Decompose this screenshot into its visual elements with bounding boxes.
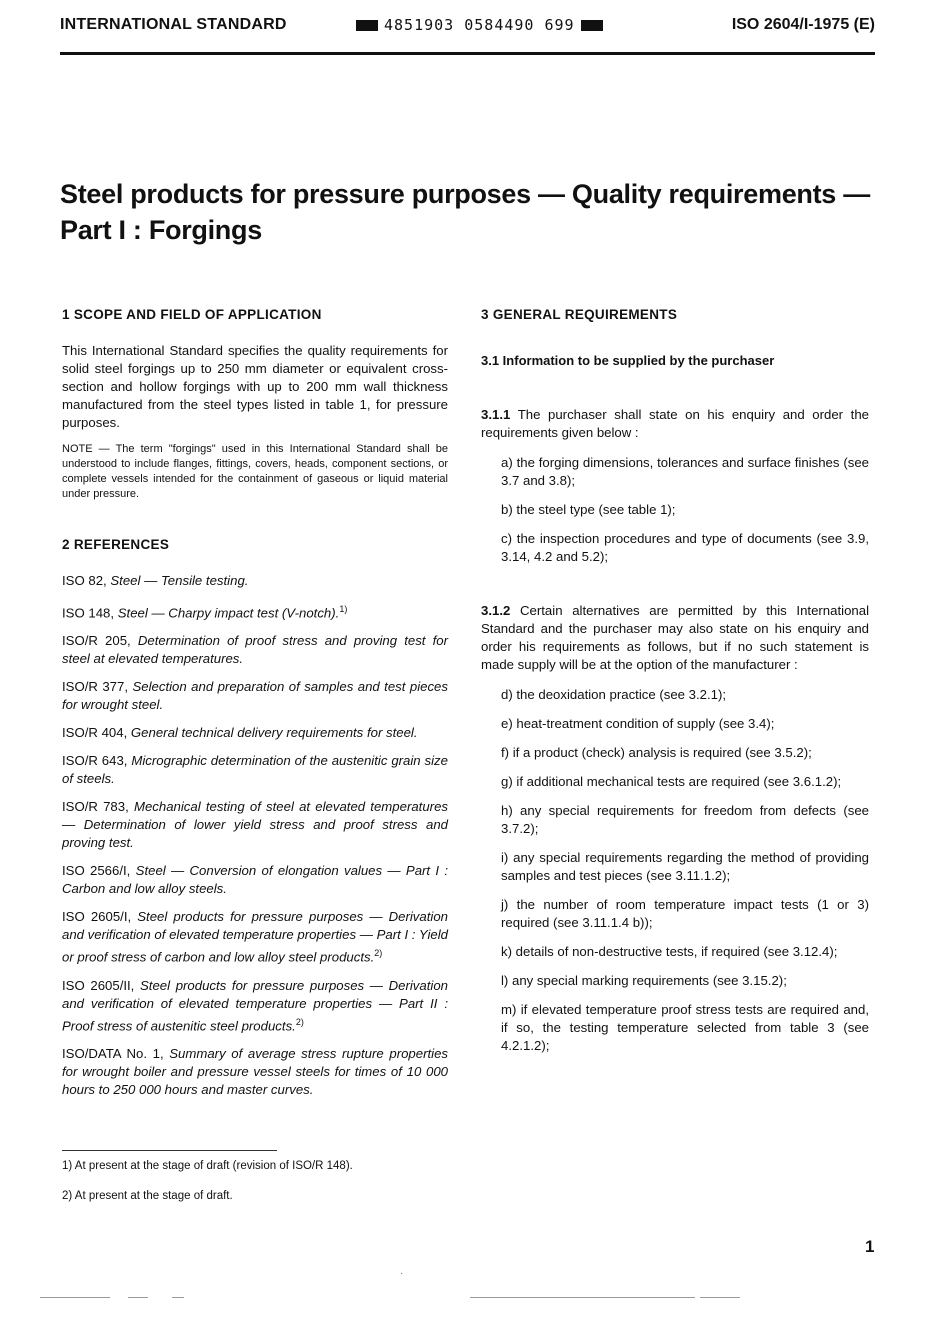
scan-dash: [172, 1297, 184, 1298]
footnote-2: 2) At present at the stage of draft.: [62, 1190, 233, 1202]
optional-items-list: [481, 686, 869, 1055]
reference-item: [62, 1045, 448, 1099]
right-column: [481, 306, 869, 1066]
page-number: 1: [865, 1237, 875, 1256]
footnote-marker: 2): [295, 1016, 304, 1027]
reference-code: ISO/R 205,: [62, 633, 131, 649]
reference-title: Determination of proof stress and proving test for steel at elevated temperatures.: [62, 633, 448, 667]
footnote-marker: 1): [339, 604, 348, 614]
clause-3-1-1-text: The purchaser shall state on his enquiry and order the requirements given below :: [481, 407, 869, 440]
header-code: [350, 16, 609, 34]
reference-code: ISO 2605/I,: [62, 909, 132, 925]
page-header: [60, 12, 875, 40]
scan-dash: [470, 1297, 695, 1298]
header-standard-label: INTERNATIONAL STANDARD: [60, 16, 287, 33]
reference-item: [62, 908, 448, 966]
section-1-heading: 1 SCOPE AND FIELD OF APPLICATION: [62, 307, 322, 322]
reference-item: [62, 752, 448, 788]
left-column: [62, 306, 448, 1109]
reference-item: [62, 632, 448, 668]
page-title: [60, 176, 890, 248]
scan-dash: [128, 1297, 148, 1298]
title-line-1: Steel products for pressure purposes — Quality requirements —: [60, 179, 870, 209]
header-code-text: 4851903 0584490 699: [384, 16, 575, 34]
reference-item: [62, 798, 448, 852]
reference-title: Steel products for pressure purposes — Derivation and verification of elevated temperature properties — Part I : Yield or proof stress of carbon and low alloy steel products.: [62, 909, 448, 965]
footnote-marker: 2): [374, 948, 383, 959]
header-rule: [60, 52, 875, 55]
reference-title: Mechanical testing of steel at elevated temperatures — Determination of lower yield stress and proof stress and proving test.: [62, 799, 448, 851]
reference-item: [62, 977, 448, 1035]
reference-code: ISO 2566/I,: [62, 863, 131, 879]
section-2-heading: 2 REFERENCES: [62, 537, 170, 552]
reference-title: Micrographic determination of the austenitic grain size of steels.: [62, 753, 448, 787]
list-item: a) the forging dimensions, tolerances and surface finishes (see 3.7 and 3.8);: [501, 455, 869, 488]
reference-item: [62, 678, 448, 714]
reference-code: ISO/R 404,: [62, 725, 128, 741]
reference-code: ISO 82,: [62, 573, 107, 588]
clause-3-1-1: [481, 406, 869, 442]
scan-speck: ·: [400, 1268, 404, 1279]
reference-code: ISO/DATA No. 1,: [62, 1046, 164, 1062]
list-item: j) the number of room temperature impact tests (1 or 3) required (see 3.11.1.4 b));: [501, 897, 869, 930]
list-item: f) if a product (check) analysis is required (see 3.5.2);: [501, 745, 812, 760]
footnote-rule: [62, 1150, 277, 1151]
reference-item: [62, 724, 448, 742]
list-item: c) the inspection procedures and type of documents (see 3.9, 3.14, 4.2 and 5.2);: [501, 531, 869, 564]
reference-code: ISO 2605/II,: [62, 977, 135, 993]
reference-item: [62, 862, 448, 898]
list-item: i) any special requirements regarding the method of providing samples and test pieces (see 3.11.1.2);: [501, 850, 869, 883]
list-item: d) the deoxidation practice (see 3.2.1);: [501, 687, 727, 702]
reference-item: [62, 600, 448, 622]
reference-code: ISO/R 783,: [62, 799, 129, 815]
reference-code: ISO/R 643,: [62, 753, 128, 769]
clause-3-1-2: [481, 602, 869, 674]
reference-code: ISO 148,: [62, 605, 115, 621]
list-item: m) if elevated temperature proof stress tests are required and, if so, the testing temperature selected from table 3 (see 4.2.1.2);: [501, 1002, 869, 1053]
list-item: h) any special requirements for freedom from defects (see 3.7.2);: [501, 803, 869, 836]
reference-code: ISO/R 377,: [62, 679, 129, 695]
black-bar-left: [356, 20, 378, 31]
list-item: g) if additional mechanical tests are required (see 3.6.1.2);: [501, 774, 842, 789]
reference-title: General technical delivery requirements for steel.: [130, 725, 418, 741]
header-doc-number: ISO 2604/I-1975 (E): [731, 16, 875, 33]
reference-title: Steel products for pressure purposes — Derivation and verification of elevated temperature properties — Part II : Proof stress of austenitic steel products.: [62, 977, 448, 1034]
required-items-list: [481, 454, 869, 566]
reference-title: Selection and preparation of samples and test pieces for wrought steel.: [62, 679, 448, 713]
list-item: l) any special marking requirements (see 3.15.2);: [501, 973, 787, 988]
list-item: e) heat-treatment condition of supply (see 3.4);: [501, 716, 775, 731]
scan-dash: [40, 1297, 110, 1298]
subsection-3-1-heading: 3.1 Information to be supplied by the purchaser: [481, 353, 775, 368]
reference-title: Steel — Conversion of elongation values — Part I : Carbon and low alloy steels.: [62, 863, 449, 897]
reference-title: Summary of average stress rupture properties for wrought boiler and pressure vessel steels for times of 10 000 hours to 250 000 hours and master curves.: [62, 1046, 448, 1098]
black-bar-right: [581, 20, 603, 31]
list-item: k) details of non-destructive tests, if required (see 3.12.4);: [501, 944, 838, 959]
title-line-2: Part I : Forgings: [60, 215, 262, 245]
clause-3-1-1-number: 3.1.1: [481, 407, 511, 422]
clause-3-1-2-text: Certain alternatives are permitted by this International Standard and the purchaser may also state on his enquiry and order his requirements as follows, but if no such statement is made supply will be at the option of the manufacturer :: [481, 603, 869, 672]
scan-dash: [700, 1297, 740, 1298]
reference-title: Steel — Charpy impact test (V-notch).: [117, 605, 340, 621]
reference-title: Steel — Tensile testing.: [110, 573, 249, 588]
section-1-paragraph: This International Standard specifies the quality requirements for solid steel forgings up to 250 mm diameter or equivalent cross-section and hollow forgings with up to 200 mm wall thickness manufactured from the steel types listed in table 1, for pressure purposes.: [62, 343, 448, 430]
list-item: b) the steel type (see table 1);: [501, 502, 676, 517]
clause-3-1-2-number: 3.1.2: [481, 603, 511, 618]
reference-item: [62, 572, 448, 590]
references-list: [62, 572, 448, 1099]
footnote-1: 1) At present at the stage of draft (revision of ISO/R 148).: [62, 1160, 353, 1172]
section-1-note: NOTE — The term "forgings" used in this International Standard shall be understood to include flanges, fittings, covers, heads, component sections, or complete vessels intended for the containment of gaseous or liquid material under pressure.: [62, 443, 448, 500]
section-3-heading: 3 GENERAL REQUIREMENTS: [481, 307, 678, 322]
